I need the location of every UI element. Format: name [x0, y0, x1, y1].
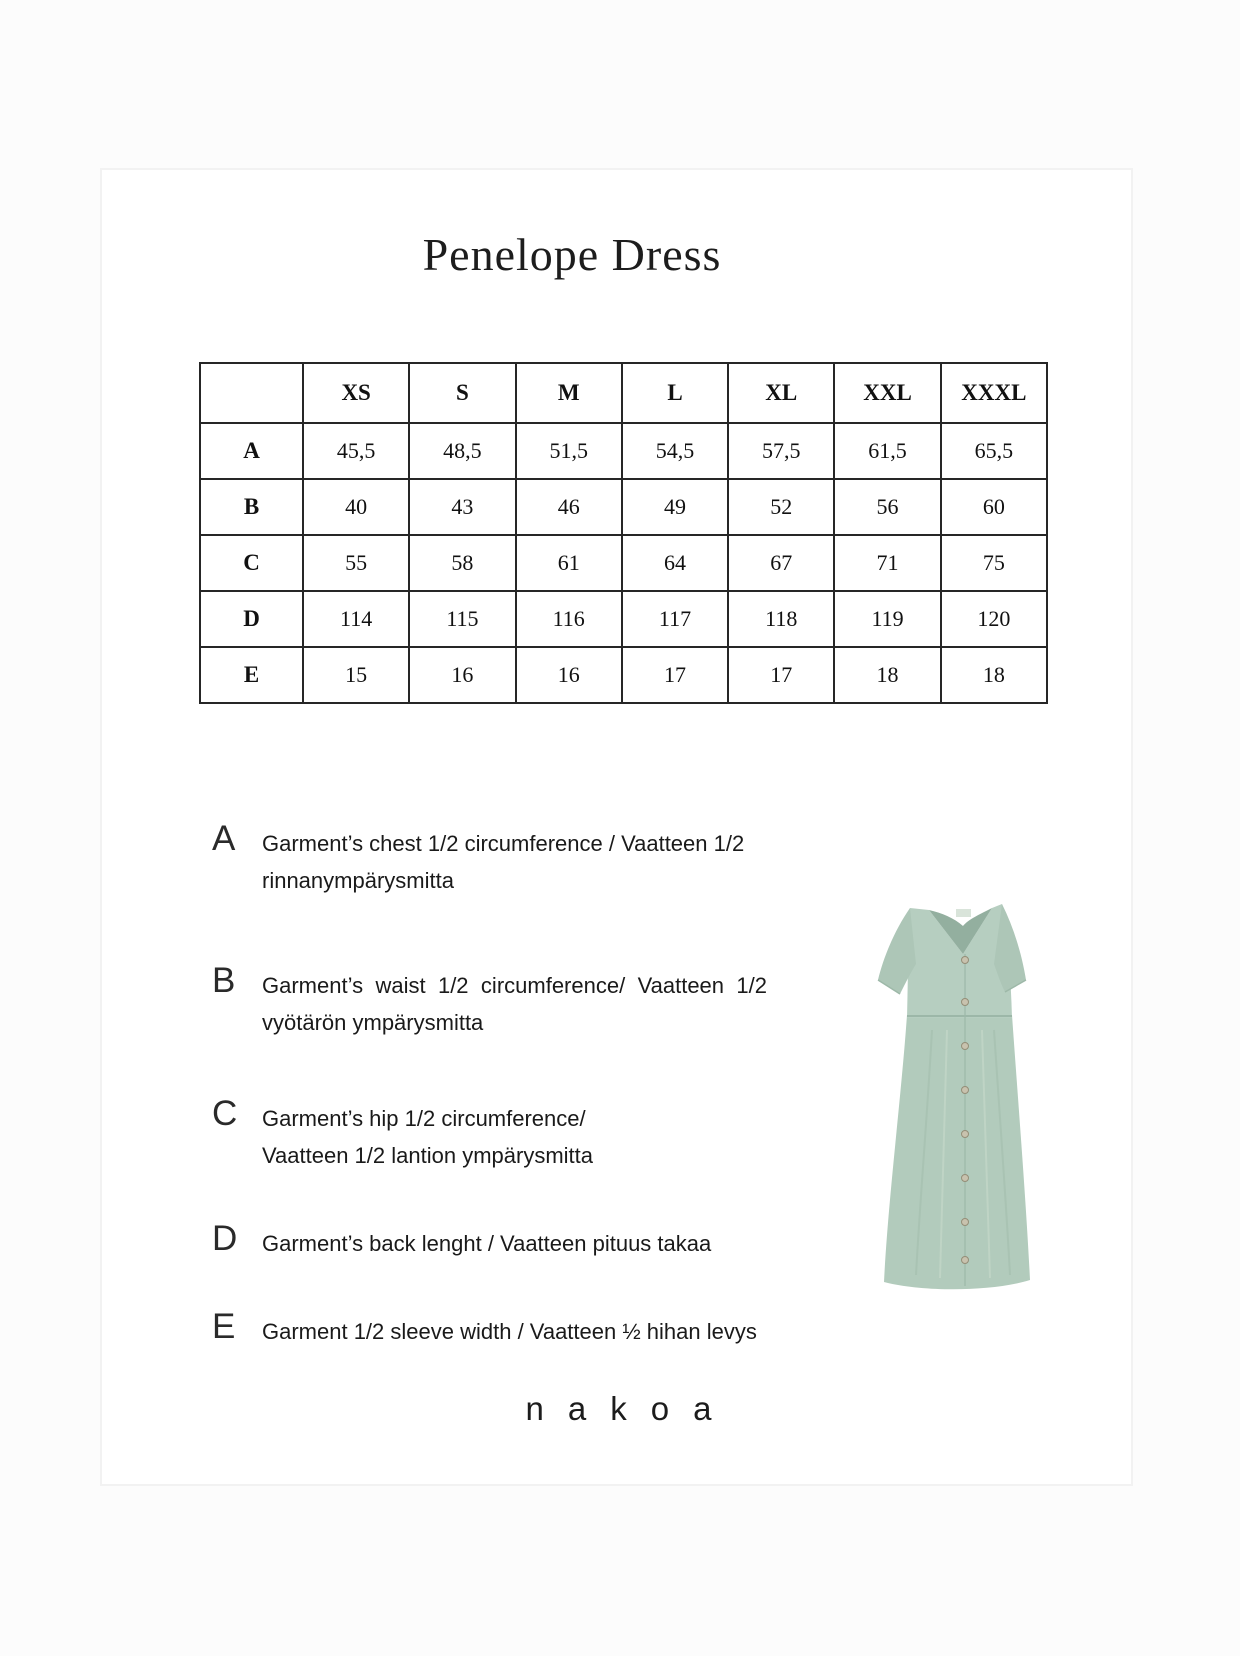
legend-text-e: [262, 1313, 767, 1350]
size-value-cell: 45,5: [303, 423, 409, 479]
size-value-cell: 64: [622, 535, 728, 591]
legend-text-line: Vaatteen 1/2 lantion ympärysmitta: [262, 1143, 593, 1168]
brand-logo: nakoa: [525, 1390, 736, 1427]
size-col-header-l: L: [622, 363, 728, 423]
size-value-cell: 48,5: [409, 423, 515, 479]
legend-text-c: [262, 1100, 767, 1174]
size-value-cell: 40: [303, 479, 409, 535]
size-value-cell: 51,5: [516, 423, 622, 479]
size-value-cell: 116: [516, 591, 622, 647]
legend-text-b: [262, 967, 767, 1041]
table-header-row: [200, 363, 1047, 423]
legend-letter-c: C: [212, 1094, 238, 1133]
legend-item-a: [212, 819, 767, 899]
table-row: [200, 479, 1047, 535]
size-value-cell: 16: [516, 647, 622, 703]
size-value-cell: 49: [622, 479, 728, 535]
table-row: [200, 647, 1047, 703]
size-value-cell: 18: [834, 647, 940, 703]
size-value-cell: 18: [941, 647, 1047, 703]
size-col-header-xl: XL: [728, 363, 834, 423]
dress-photo: [872, 900, 1042, 1292]
size-value-cell: 65,5: [941, 423, 1047, 479]
size-value-cell: 57,5: [728, 423, 834, 479]
size-guide-card: [100, 168, 1133, 1486]
table-row: [200, 535, 1047, 591]
legend-letter-b: B: [212, 961, 236, 1000]
size-value-cell: 75: [941, 535, 1047, 591]
size-col-header-xs: XS: [303, 363, 409, 423]
legend-letter-a: A: [212, 819, 236, 858]
legend-item-d: [212, 1219, 767, 1262]
size-table: [199, 362, 1048, 704]
size-value-cell: 16: [409, 647, 515, 703]
size-value-cell: 120: [941, 591, 1047, 647]
size-value-cell: 46: [516, 479, 622, 535]
legend-item-c: [212, 1094, 767, 1174]
size-value-cell: 115: [409, 591, 515, 647]
legend-text-a: [262, 825, 767, 899]
size-value-cell: 117: [622, 591, 728, 647]
legend-item-b: [212, 961, 767, 1041]
legend-item-e: [212, 1307, 767, 1350]
size-value-cell: 15: [303, 647, 409, 703]
size-col-header-xxxl: XXXL: [941, 363, 1047, 423]
legend-text-line: Garment’s hip 1/2 circumference/: [262, 1106, 586, 1131]
size-value-cell: 58: [409, 535, 515, 591]
legend-text-line: Garment 1/2 sleeve width / Vaatteen ½ hihan levys: [262, 1319, 757, 1344]
size-value-cell: 52: [728, 479, 834, 535]
size-value-cell: 60: [941, 479, 1047, 535]
size-value-cell: 61,5: [834, 423, 940, 479]
legend-text-line: rinnanympärysmitta: [262, 868, 454, 893]
size-value-cell: 43: [409, 479, 515, 535]
row-label: D: [200, 591, 303, 647]
size-value-cell: 54,5: [622, 423, 728, 479]
table-row: [200, 591, 1047, 647]
size-value-cell: 61: [516, 535, 622, 591]
legend-text-line: vyötärön ympärysmitta: [262, 1010, 484, 1035]
legend-letter-e: E: [212, 1307, 236, 1346]
legend-text-d: [262, 1225, 767, 1262]
size-value-cell: 17: [622, 647, 728, 703]
size-col-header-m: M: [516, 363, 622, 423]
row-label: A: [200, 423, 303, 479]
legend-letter-d: D: [212, 1219, 238, 1258]
corner-cell: [200, 363, 303, 423]
legend-text-line: Garment’s back lenght / Vaatteen pituus takaa: [262, 1231, 712, 1256]
size-value-cell: 56: [834, 479, 940, 535]
size-col-header-xxl: XXL: [834, 363, 940, 423]
table-row: [200, 423, 1047, 479]
size-value-cell: 119: [834, 591, 940, 647]
size-value-cell: 114: [303, 591, 409, 647]
row-label: B: [200, 479, 303, 535]
size-col-header-s: S: [409, 363, 515, 423]
row-label: E: [200, 647, 303, 703]
row-label: C: [200, 535, 303, 591]
page-title: Penelope Dress: [422, 229, 722, 280]
legend-text-line: Garment’s chest 1/2 circumference / Vaatteen 1/2: [262, 831, 745, 856]
size-value-cell: 55: [303, 535, 409, 591]
size-value-cell: 67: [728, 535, 834, 591]
legend-text-line: Garment’s waist 1/2 circumference/ Vaatteen 1/2: [262, 973, 767, 998]
size-value-cell: 17: [728, 647, 834, 703]
size-value-cell: 71: [834, 535, 940, 591]
size-value-cell: 118: [728, 591, 834, 647]
